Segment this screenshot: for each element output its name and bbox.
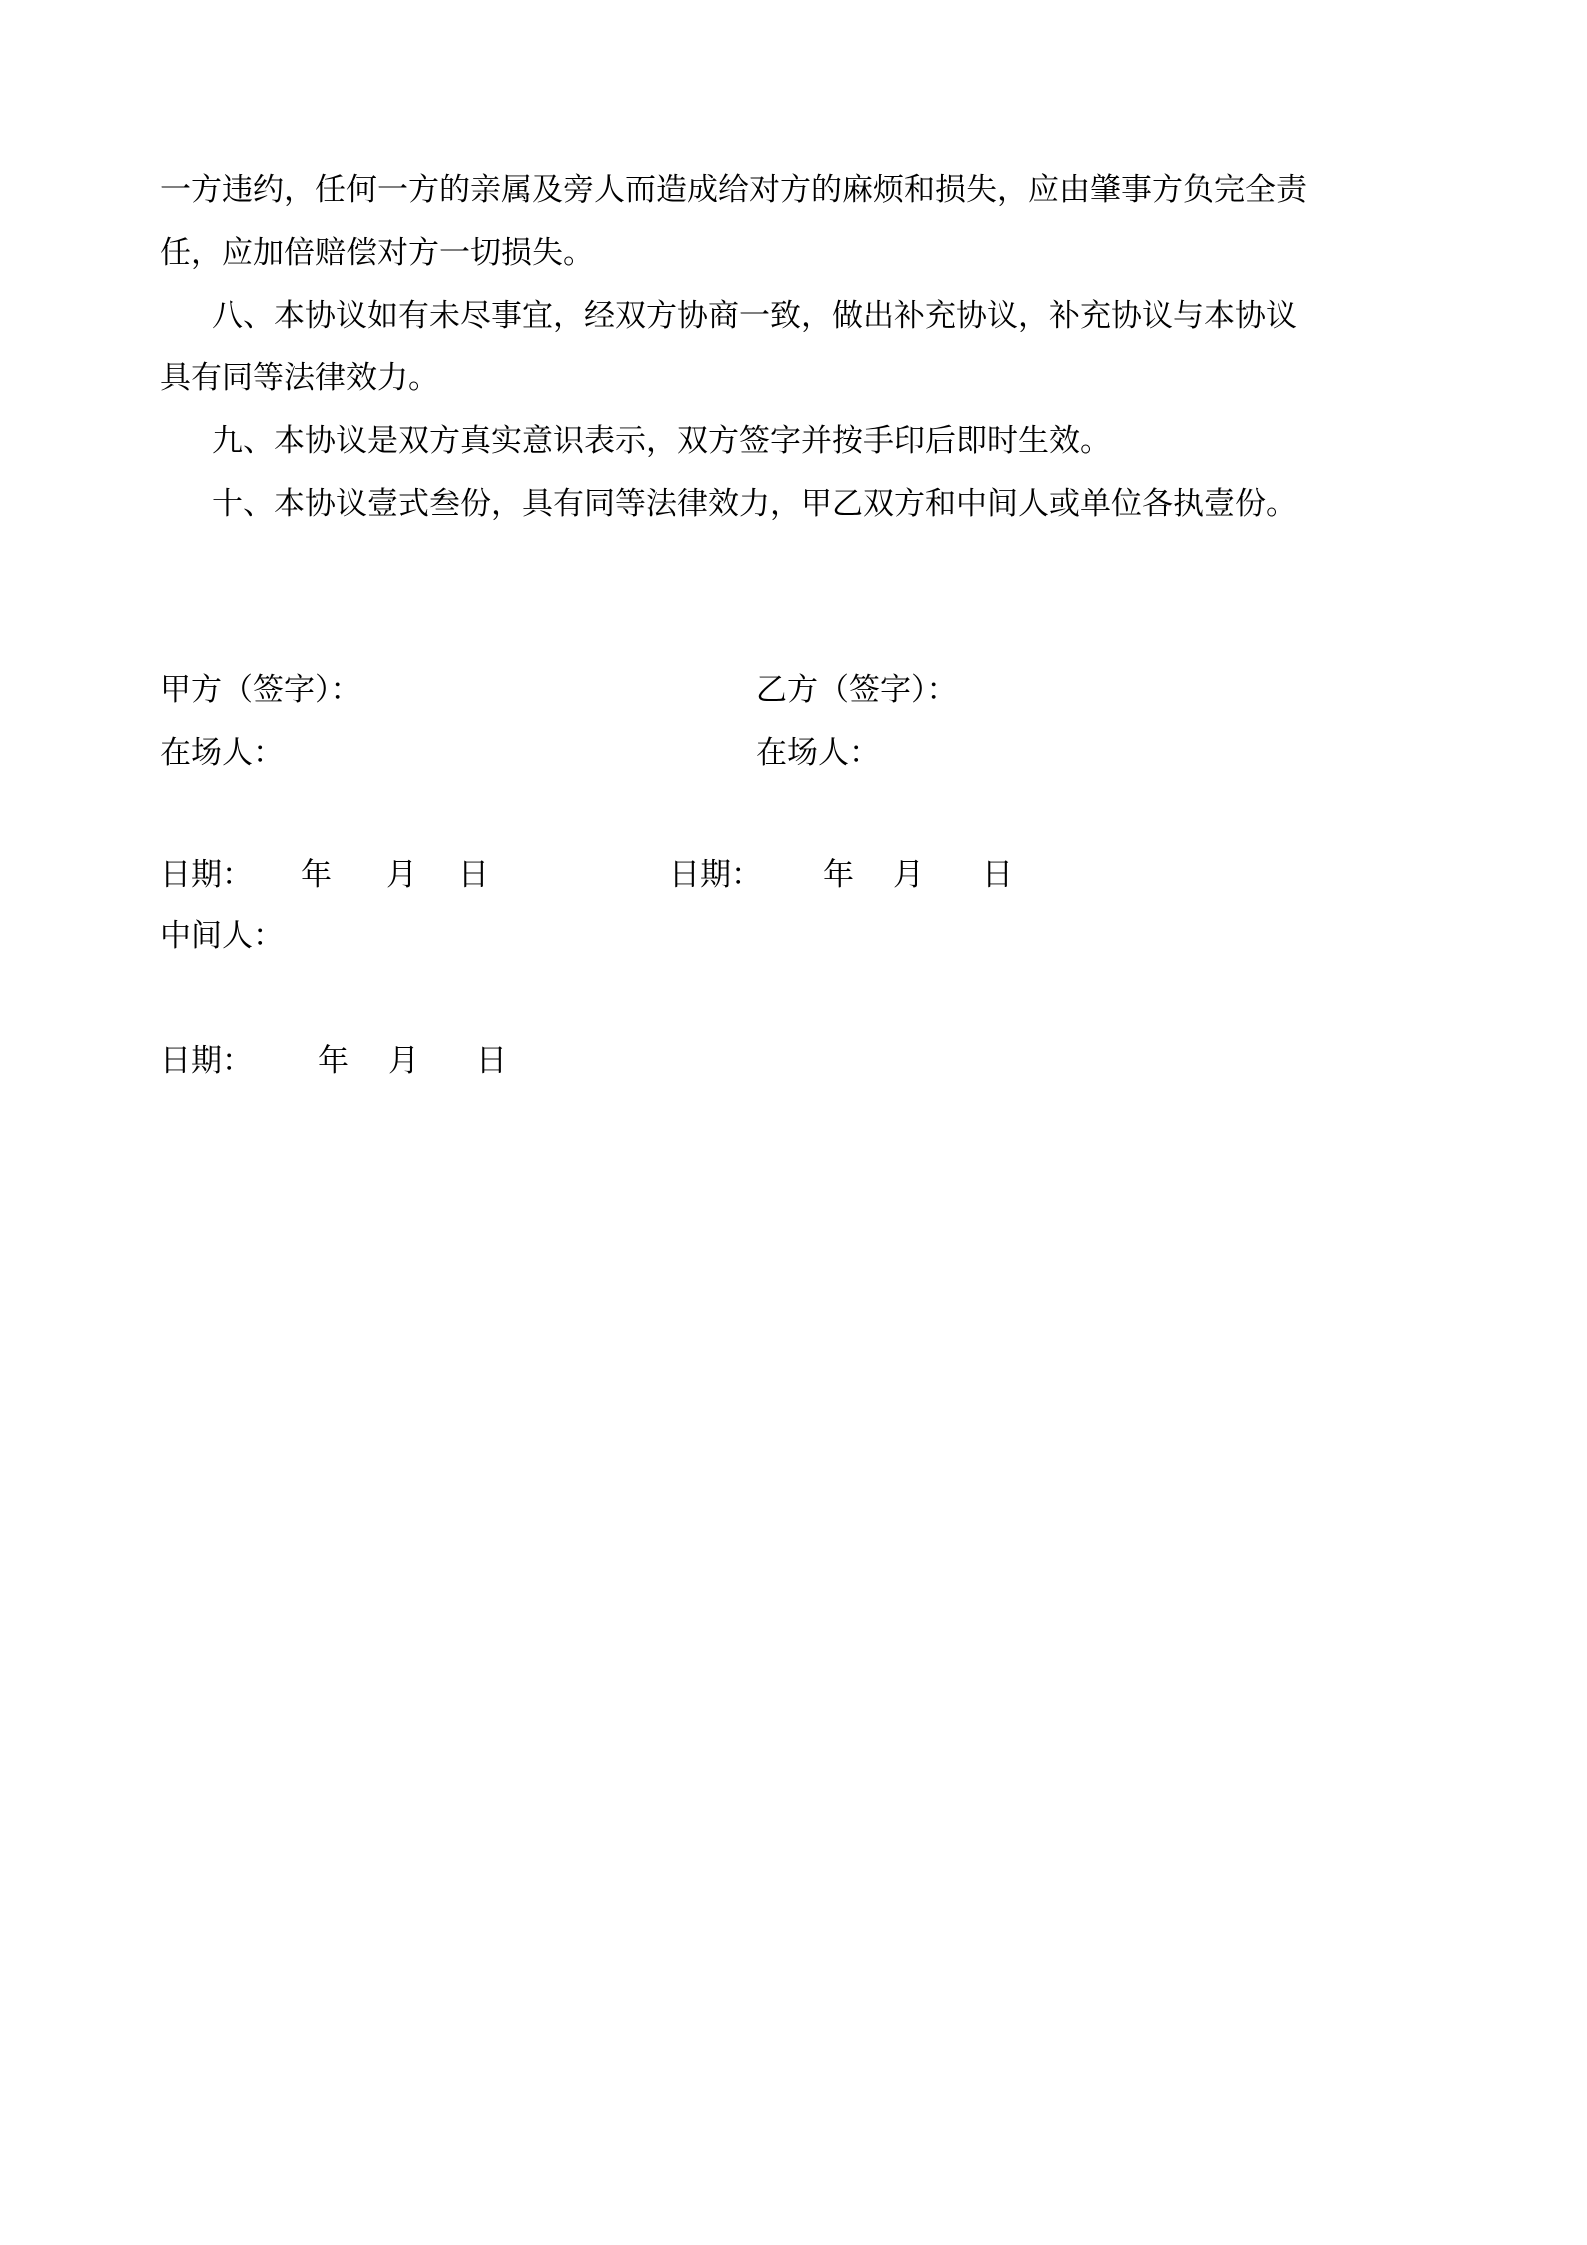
paragraph-line: 八、本协议如有未尽事宜，经双方协商一致，做出补充协议，补充协议与本协议 <box>212 298 1297 334</box>
date-label-c: 日期： <box>160 1043 253 1079</box>
date-label-a: 日期： <box>160 857 253 893</box>
paragraph-line: 具有同等法律效力。 <box>160 360 439 396</box>
party-b-signature-label: 乙方（签字）： <box>756 672 958 708</box>
date-label-b: 日期： <box>669 857 762 893</box>
paragraph-line: 任，应加倍赔偿对方一切损失。 <box>160 235 594 271</box>
intermediary-label: 中间人： <box>160 918 284 954</box>
witness-b-label: 在场人： <box>756 735 880 771</box>
date-month-c: 月 <box>388 1043 419 1079</box>
date-year-a: 年 <box>301 857 332 893</box>
paragraph-line: 九、本协议是双方真实意识表示，双方签字并按手印后即时生效。 <box>212 423 1111 459</box>
witness-a-label: 在场人： <box>160 735 284 771</box>
date-month-b: 月 <box>893 857 924 893</box>
date-year-c: 年 <box>318 1043 349 1079</box>
date-day-a: 日 <box>458 857 489 893</box>
date-month-a: 月 <box>386 857 417 893</box>
paragraph-line: 十、本协议壹式叁份，具有同等法律效力，甲乙双方和中间人或单位各执壹份。 <box>212 486 1297 522</box>
date-day-b: 日 <box>982 857 1013 893</box>
paragraph-line: 一方违约，任何一方的亲属及旁人而造成给对方的麻烦和损失，应由肇事方负完全责 <box>160 172 1307 208</box>
party-a-signature-label: 甲方（签字）： <box>160 672 362 708</box>
date-day-c: 日 <box>476 1043 507 1079</box>
date-year-b: 年 <box>823 857 854 893</box>
